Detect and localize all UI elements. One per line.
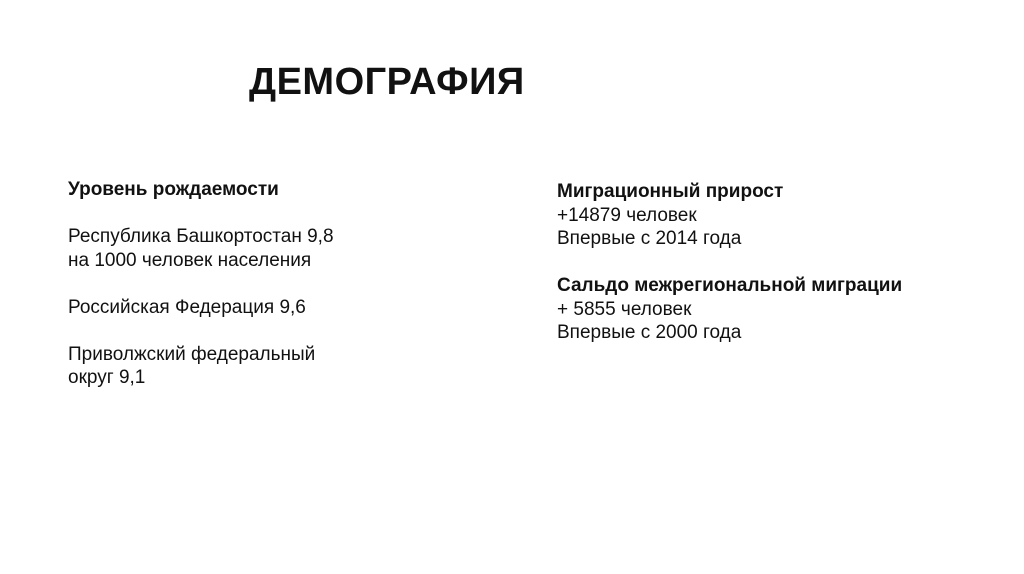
birth-rate-bashkortostan <box>68 225 408 272</box>
migration-growth-value: +14879 человек <box>557 204 697 226</box>
birth-rate-bashkortostan-line2: на 1000 человек населения <box>68 249 312 271</box>
birth-rate-russia-line1: Российская Федерация 9,6 <box>68 296 306 318</box>
birth-rate-heading: Уровень рождаемости <box>68 179 279 200</box>
migration-growth-heading: Миграционный прирост <box>557 181 784 202</box>
migration-section <box>557 180 977 345</box>
interregional-migration-note: Впервые с 2000 года <box>557 322 742 343</box>
birth-rate-section <box>68 178 408 390</box>
birth-rate-russia <box>68 296 408 320</box>
interregional-migration-block <box>557 274 977 345</box>
birth-rate-bashkortostan-line1: Республика Башкортостан 9,8 <box>68 226 334 247</box>
migration-growth-note: Впервые с 2014 года <box>557 228 742 249</box>
slide-title: ДЕМОГРАФИЯ <box>249 61 525 103</box>
birth-rate-volga-district <box>68 343 408 390</box>
birth-rate-volga-line1: Приволжский федеральный <box>68 343 316 365</box>
migration-growth-block <box>557 180 977 251</box>
interregional-migration-heading: Сальдо межрегиональной миграции <box>557 275 903 296</box>
interregional-migration-value: + 5855 человек <box>557 298 692 320</box>
birth-rate-volga-line2: округ 9,1 <box>68 367 146 388</box>
